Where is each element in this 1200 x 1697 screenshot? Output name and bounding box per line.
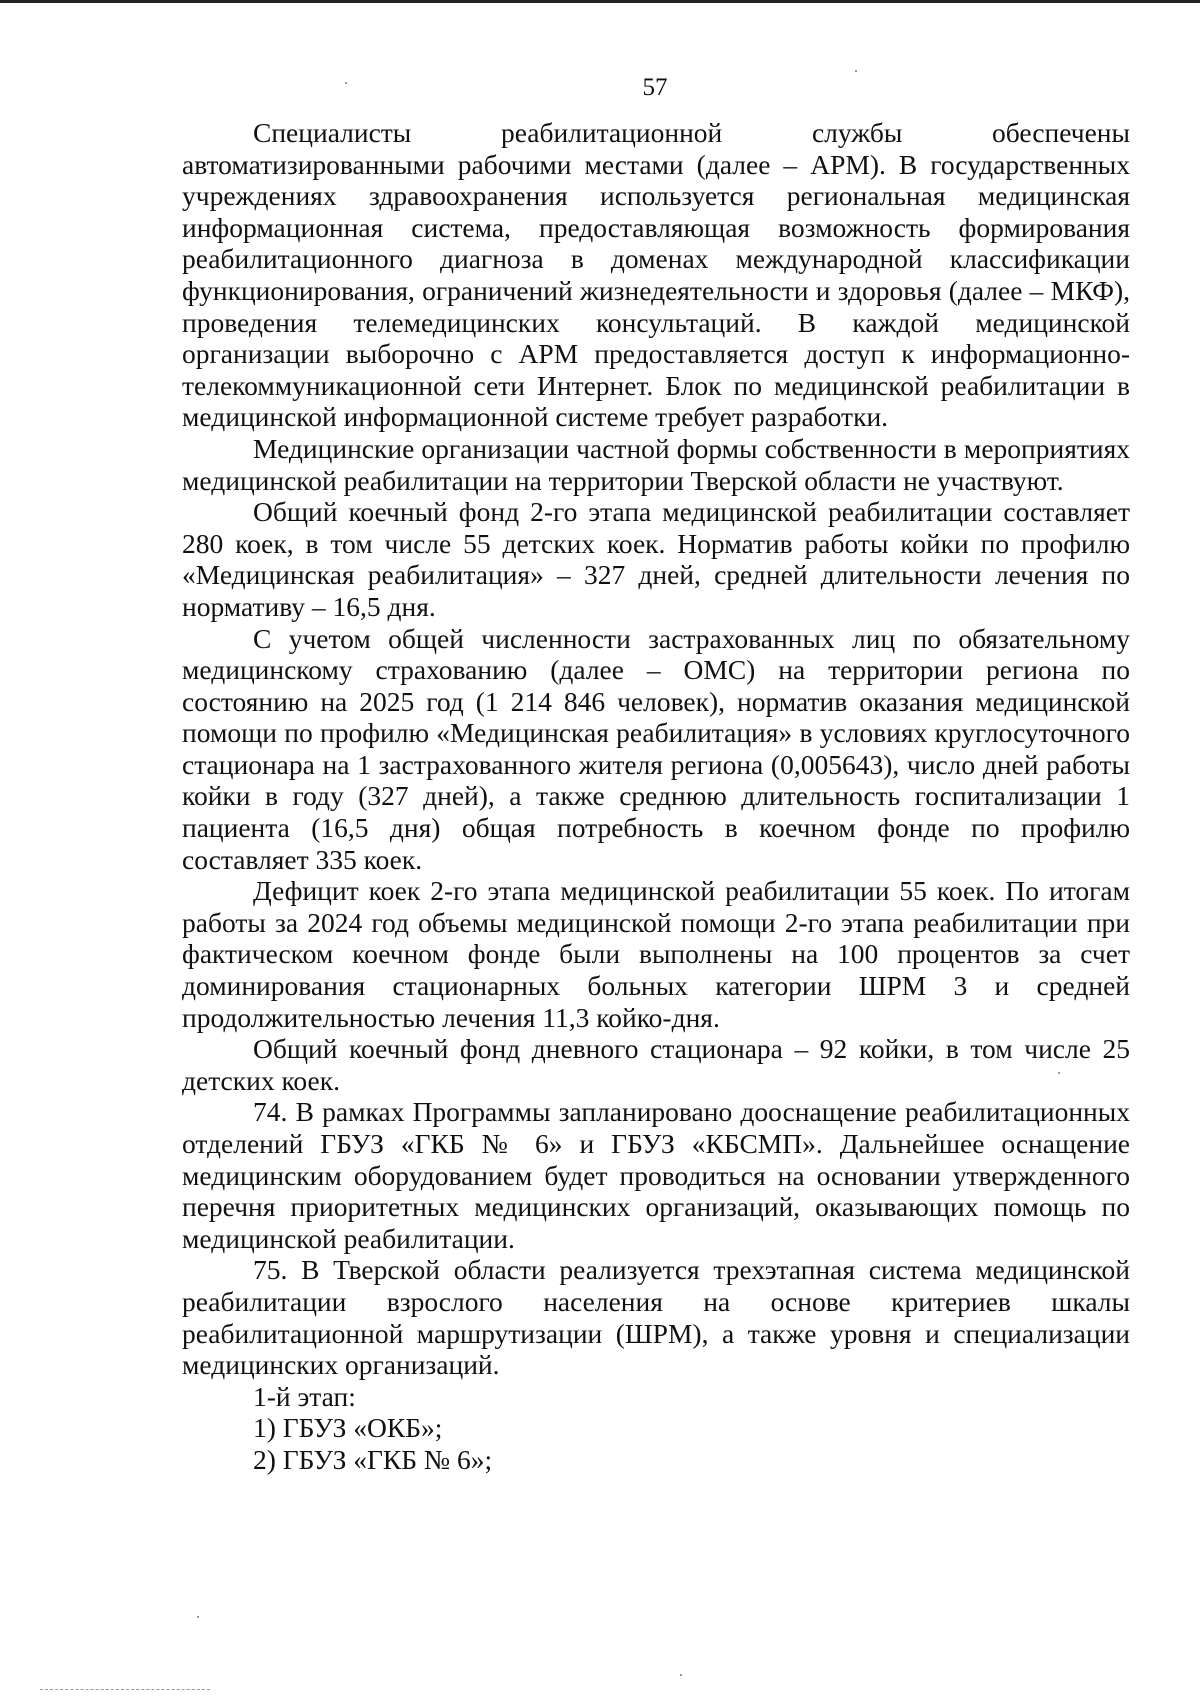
paragraph-bed-fund: Общий коечный фонд 2-го этапа медицинской реабилитации составляет 280 коек, в том числе 55 детских коек. Норматив работы койки по профилю «Медицинская реабилитация» – 327 дней, средней длительности лечения по нормативу – 16,5 дня. — [182, 496, 1130, 622]
document-body — [182, 117, 1130, 1476]
scan-top-edge — [0, 0, 1200, 3]
list-item-okb: 1) ГБУЗ «ОКБ»; — [253, 1412, 443, 1444]
scan-speck — [345, 82, 347, 84]
page-number: 57 — [642, 74, 668, 101]
scan-bottom-mark — [40, 1689, 210, 1691]
paragraph-item-74: 74. В рамках Программы запланировано дооснащение реабилитационных отделений ГБУЗ «ГКБ № 6» и ГБУЗ «КБСМП». Дальнейшее оснащение медицинским оборудованием будет проводиться на основании утвержденного перечня приоритетных медицинских организаций, оказывающих помощь по медицинской реабилитации. — [182, 1096, 1130, 1254]
paragraph-oms-need: С учетом общей численности застрахованных лиц по обязательному медицинскому страхованию (далее – ОМС) на территории региона по состоянию на 2025 год (1 214 846 человек), норматив оказания медицинской помощи по профилю «Медицинская реабилитация» в условиях круглосуточного стационара на 1 застрахованного жителя региона (0,005643), число дней работы койки в году (327 дней), а также среднюю длительность госпитализации 1 пациента (16,5 дня) общая потребность в коечном фонде по профилю составляет 335 коек. — [182, 622, 1130, 875]
paragraph-arm: Специалисты реабилитационной службы обеспечены автоматизированными рабочими местами (далее – АРМ). В государственных учреждениях здравоохранения используется региональная медицинская информационная система, предоставляющая возможность формирования реабилитационного диагноза в доменах международной классификации функционирования, ограничений жизнедеятельности и здоровья (далее – МКФ), проведения телемедицинских консультаций. В каждой медицинской организации выборочно с АРМ предоставляется доступ к информационно-телекоммуникационной сети Интернет. Блок по медицинской реабилитации в медицинской информационной системе требует разработки. — [182, 117, 1130, 433]
paragraph-day-hospital: Общий коечный фонд дневного стационара – 92 койки, в том числе 25 детских коек. — [182, 1033, 1130, 1096]
scan-speck — [680, 1674, 682, 1676]
scan-speck — [1058, 1072, 1060, 1074]
list-item-gkb-6: 2) ГБУЗ «ГКБ № 6»; — [253, 1443, 493, 1475]
scan-speck — [855, 70, 857, 72]
paragraph-bed-deficit: Дефицит коек 2-го этапа медицинской реабилитации 55 коек. По итогам работы за 2024 год объемы медицинской помощи 2-го этапа реабилитации при фактическом коечном фонде были выполнены на 100 процентов за счет доминирования стационарных больных категории ШРМ 3 и средней продолжительностью лечения 11,3 койко-дня. — [182, 875, 1130, 1033]
paragraph-private-organizations: Медицинские организации частной формы собственности в мероприятиях медицинской реабилитации на территории Тверской области не участвуют. — [182, 432, 1130, 496]
list-item-stage-1: 1-й этап: — [253, 1380, 356, 1412]
scan-speck — [197, 1616, 199, 1618]
paragraph-item-75: 75. В Тверской области реализуется трехэтапная система медицинской реабилитации взрослого населения на основе критериев шкалы реабилитационной маршрутизации (ШРМ), а также уровня и специализации медицинских организаций. — [182, 1254, 1130, 1381]
